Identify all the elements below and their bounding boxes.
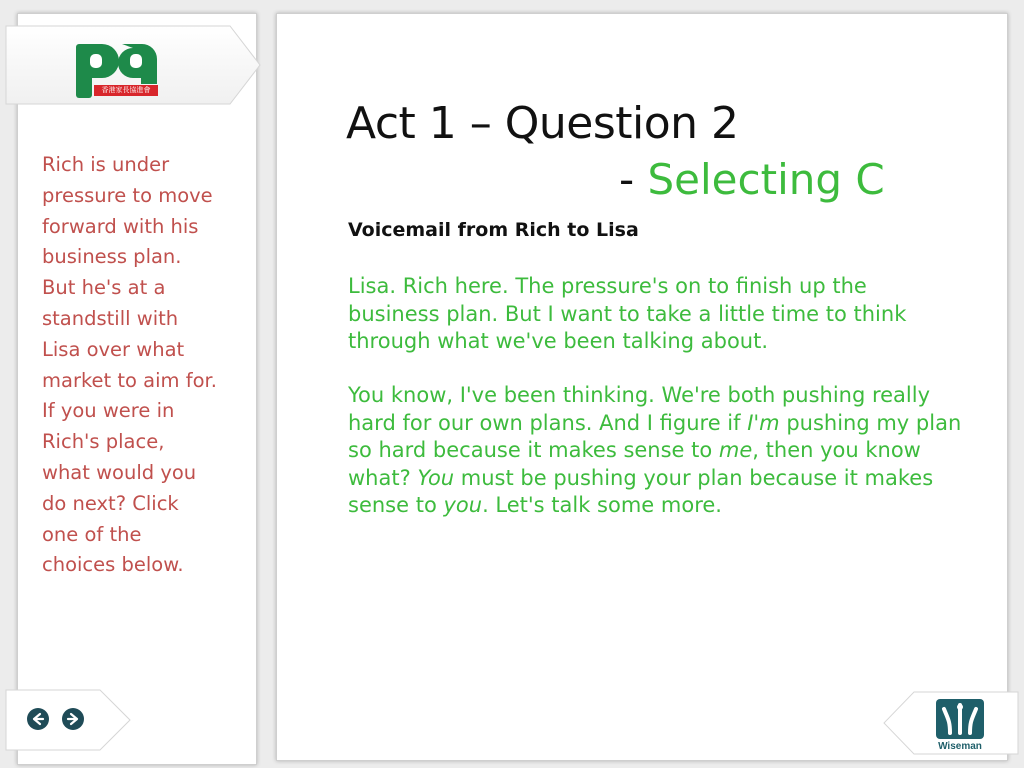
p2-emphasis: I'm xyxy=(747,410,780,435)
page-subtitle xyxy=(619,155,885,204)
logo-caption: 香港家長協進會 xyxy=(94,85,158,96)
subtitle-selection: Selecting C xyxy=(647,155,885,204)
voicemail-heading: Voicemail from Rich to Lisa xyxy=(348,219,639,241)
p2-text: You know, I've been thinking. We're both pushing really hard for our own plans. And I figure if xyxy=(348,383,931,435)
back-button[interactable] xyxy=(27,708,49,730)
voicemail-paragraph-2 xyxy=(348,382,963,520)
subtitle-dash: - xyxy=(619,155,648,204)
arrow-right-icon xyxy=(65,711,81,727)
instruction-text: Rich is under pressure to move forward with his business plan. But he's at a standstill with Lisa over what market to aim for. If you were in Rich's place, what would you do next? Click one of the choices below. xyxy=(42,153,217,577)
wiseman-label: Wiseman xyxy=(938,741,982,751)
wiseman-logo[interactable] xyxy=(934,699,986,751)
p2-text: . Let's talk some more. xyxy=(482,493,722,517)
p2-emphasis: me xyxy=(718,438,753,462)
p2-text: pushing my plan so hard because it makes sense to xyxy=(348,410,962,462)
forward-button[interactable] xyxy=(62,708,84,730)
p2-emphasis: you xyxy=(443,493,483,517)
arrow-left-icon xyxy=(30,711,46,727)
voicemail-paragraph-1: Lisa. Rich here. The pressure's on to finish up the business plan. But I want to take a little time to think through what we've been talking about. xyxy=(348,274,907,353)
p2-text: , then you know what? xyxy=(348,438,921,490)
page-title: Act 1 – Question 2 xyxy=(346,98,739,149)
p2-text: must be pushing your plan because it makes sense to xyxy=(348,465,934,517)
p2-emphasis: You xyxy=(417,465,455,490)
